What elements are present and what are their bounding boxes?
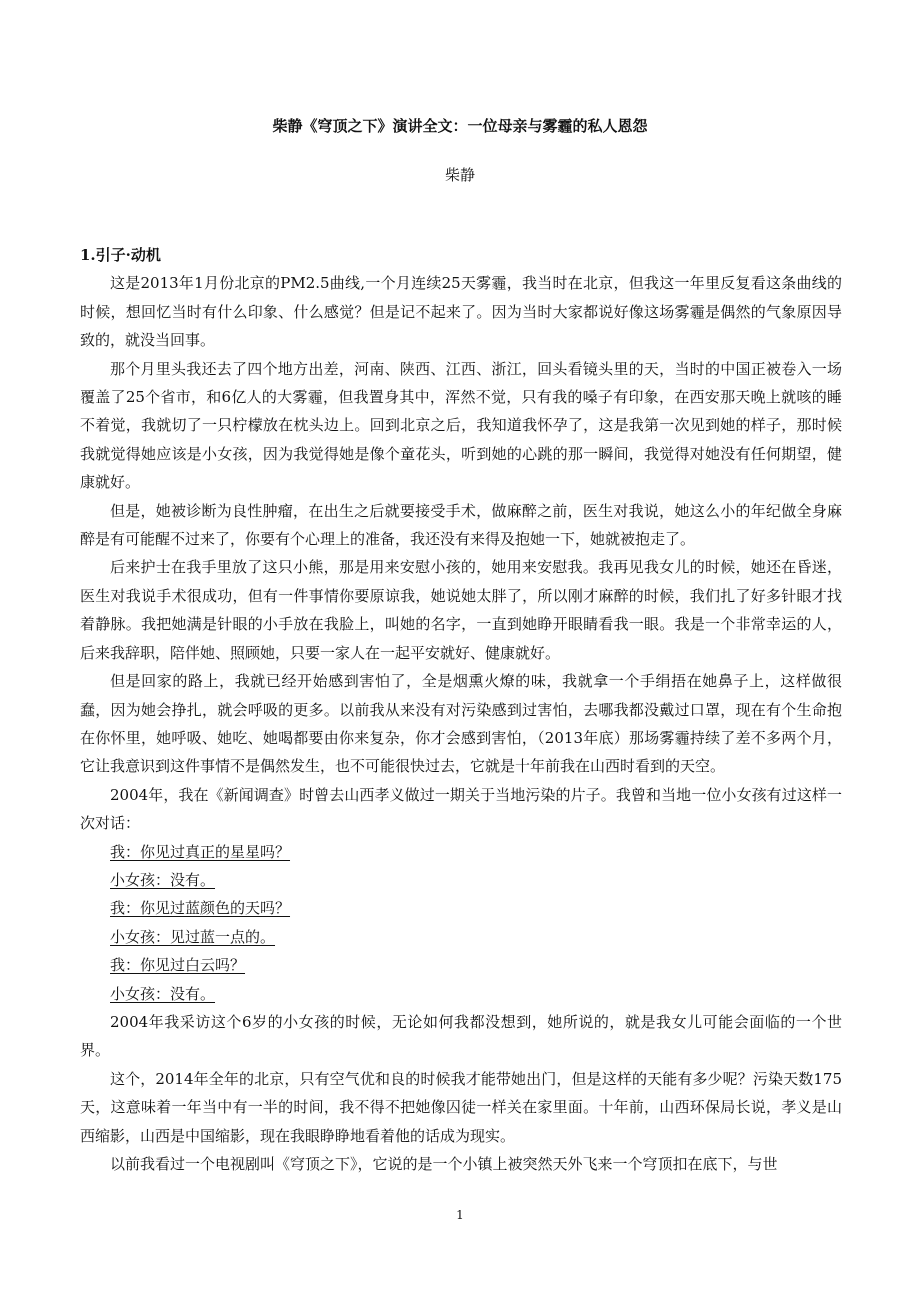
paragraph: 以前我看过一个电视剧叫《穹顶之下》，它说的是一个小镇上被突然天外飞来一个穹顶扣在底下，与世 (110, 1155, 778, 1173)
page-number: 1 (456, 1208, 464, 1222)
paragraph: 但是，她被诊断为良性肿瘤，在出生之后就要接受手术，做麻醉之前，医生对我说，她这么小的年纪做全身麻醉是有可能醒不过来了，你要有个心理上的准备，我还没有来得及抱她一下，她就被抱走了。 (80, 501, 842, 549)
paragraph: 这是2013年1月份北京的PM2.5曲线,一个月连续25天雾霾，我当时在北京，但我这一年里反复看这条曲线的时候，想回忆当时有什么印象、什么感觉？但是记不起来了。因为当时大家都说好像这场雾霾是偶然的气象原因导致的，就没当回事。 (80, 274, 842, 350)
document-body (80, 241, 842, 1178)
dialog-text: 我：你见过真正的星星吗？ (110, 842, 291, 861)
dialog-text: 小女孩：没有。 (110, 984, 216, 1003)
section-heading: 1.引子·动机 (80, 246, 161, 264)
dialog-line (80, 923, 842, 951)
dialog-line (80, 980, 842, 1008)
dialog-text: 小女孩：没有。 (110, 870, 216, 889)
dialog-text: 我：你见过白云吗？ (110, 956, 246, 975)
paragraph: 后来护士在我手里放了这只小熊，那是用来安慰小孩的，她用来安慰我。我再见我女儿的时候，她还在昏迷，医生对我说手术很成功，但有一件事情你要原谅我，她说她太胖了，所以刚才麻醉的时候，我们扎了好多针眼才找着静脉。我把她满是针眼的小手放在我脸上，叫她的名字，一直到她睁开眼睛看我一眼。我是一个非常幸运的人，后来我辞职，陪伴她、照顾她，只要一家人在一起平安就好、健康就好。 (80, 558, 842, 662)
author-name: 柴静 (444, 166, 475, 184)
dialog-line (80, 951, 842, 979)
dialog-line (80, 894, 842, 922)
dialog-line (80, 866, 842, 894)
document-title: 柴静《穹顶之下》演讲全文：一位母亲与雾霾的私人恩怨 (272, 117, 648, 135)
paragraph: 这个，2014年全年的北京，只有空气优和良的时候我才能带她出门，但是这样的天能有多少呢？污染天数175天，这意味着一年当中有一半的时间，我不得不把她像囚徒一样关在家里面。十年前，山西环保局长说，孝义是山西缩影，山西是中国缩影，现在我眼睁睁地看着他的话成为现实。 (80, 1069, 842, 1145)
paragraph: 2004年，我在《新闻调查》时曾去山西孝义做过一期关于当地污染的片子。我曾和当地一位小女孩有过这样一次对话： (80, 785, 842, 833)
dialog-text: 我：你见过蓝颜色的天吗？ (110, 899, 291, 918)
paragraph: 2004年我采访这个6岁的小女孩的时候，无论如何我都没想到，她所说的，就是我女儿可能会面临的一个世界。 (80, 1012, 842, 1060)
paragraph: 但是回家的路上，我就已经开始感到害怕了，全是烟熏火燎的味，我就拿一个手绢捂在她鼻子上，这样做很蠢，因为她会挣扎，就会呼吸的更多。以前我从来没有对污染感到过害怕，去哪我都没戴过口罩，现在有个生命抱在你怀里，她呼吸、她吃、她喝都要由你来复杂，你才会感到害怕，（2013年底）那场雾霾持续了差不多两个月，它让我意识到这件事情不是偶然发生，也不可能很快过去，它就是十年前我在山西时看到的天空。 (80, 672, 842, 776)
dialog-text: 小女孩：见过蓝一点的。 (110, 927, 276, 946)
paragraph: 那个月里头我还去了四个地方出差，河南、陕西、江西、浙江，回头看镜头里的天，当时的中国正被卷入一场覆盖了25个省市，和6亿人的大雾霾，但我置身其中，浑然不觉，只有我的嗓子有印象，在西安那天晚上就咳的睡不着觉，我就切了一只柠檬放在枕头边上。回到北京之后，我知道我怀孕了，这是我第一次见到她的样子，那时候我就觉得她应该是小女孩，因为我觉得她是像个童花头，听到她的心跳的那一瞬间，我觉得对她没有任何期望，健康就好。 (80, 359, 842, 492)
dialog-line (80, 838, 842, 866)
